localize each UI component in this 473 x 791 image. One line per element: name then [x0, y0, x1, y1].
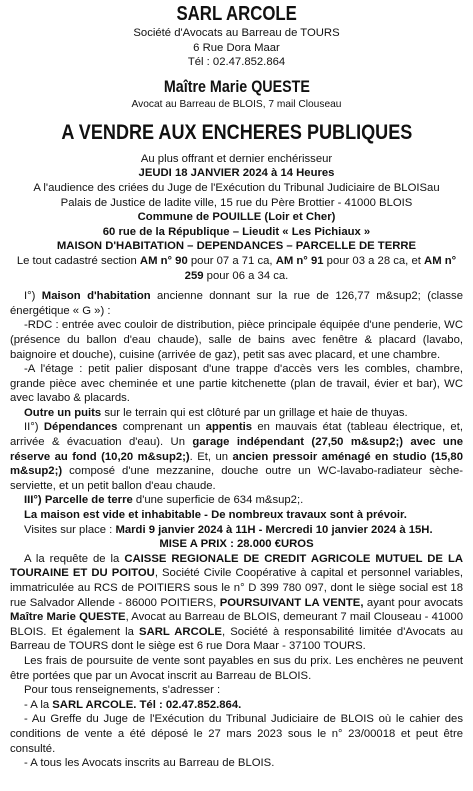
frais: Les frais de poursuite de vente sont payables en sus du prix. Les enchères ne peuvent être portées que par un Avocat inscrit au Barreau de BLOIS.	[10, 654, 463, 682]
firm-phone: Tél : 02.47.852.864	[187, 56, 286, 69]
property-nature: MAISON D'HABITATION – DEPENDANCES – PARCELLE DE TERRE	[56, 240, 417, 253]
audience-line1: Au plus offrant et dernier enchérisseur	[140, 152, 333, 165]
section-parcelle: III°) Parcelle de terre d'une superficie de 634 m&sup2;.	[24, 494, 304, 507]
firm-name: SARL ARCOLE	[176, 3, 297, 25]
section-dependances: II°) Dépendances comprenant un appentis en mauvais état (tableau électrique, et, arrivée & évacuation d'eau). Un garage indépendant (27,50 m&sup2;) avec une réserve au fond (10,20 m&sup2;). Et, un ancien pressoir aménagé en studio (15,80 m&sup2;) composé d'une mezzanine, douche outre un WC-lavabo-radiateur sèche-serviette, et un petit ballon d'eau chaude.	[10, 421, 463, 492]
firm-address: 6 Rue Dora Maar	[193, 41, 280, 54]
property-address: 60 rue de la République – Lieudit « Les Pichiaux »	[102, 225, 371, 238]
audience-date: JEUDI 18 JANVIER 2024 à 14 Heures	[138, 167, 335, 180]
section-etage: -A l'étage : petit palier disposant d'une trappe d'accès vers les combles, chambre, grande pièce avec cheminée et une partie kitchenette (plan de travail, évier et bar), WC avec lavabo & placards.	[10, 363, 463, 405]
etat-maison: La maison est vide et inhabitable - De nombreux travaux sont à prévoir.	[24, 509, 407, 522]
firm-line1: Société d'Avocats au Barreau de TOURS	[133, 27, 340, 39]
section-rdc: -RDC : entrée avec couloir de distribution, pièce principale équipée d'une penderie, WC (présence du ballon d'eau chaude), salle de bains avec fenêtre & placard (lavabo, baignoire et douche), cuisine (arrivée de gaz), petit sas avec placard, et une chambre.	[10, 319, 463, 361]
audience-line4: Palais de Justice de ladite ville, 15 rue du Père Brottier - 41000 BLOIS	[60, 196, 413, 209]
legal-notice	[10, 0, 463, 771]
visites: Visites sur place : Mardi 9 janvier 2024 à 11H - Mercredi 10 janvier 2024 à 15H.	[24, 523, 433, 536]
cadastre: Le tout cadastré section AM n° 90 pour 07 a 71 ca, AM n° 91 pour 03 a 28 ca, et AM n° 259 pour 06 a 34 ca.	[16, 254, 457, 282]
audience-line3: A l'audience des criées du Juge de l'Exécution du Tribunal Judiciaire de BLOISau	[33, 181, 440, 194]
commune: Commune de POUILLE (Loir et Cher)	[137, 211, 336, 224]
renseignements: Pour tous renseignements, s'adresser :	[24, 684, 221, 697]
requete: A la requête de la CAISSE REGIONALE DE CREDIT AGRICOLE MUTUEL DE LA TOURAINE ET DU POITOU, Société Civile Coopérative à capital et personnel variables, immatriculée au RCS de POITIERS sous le n° D 399 780 097, dont le siège social est 18 rue Salvador Allende - 86000 POITIERS, POURSUIVANT LA VENTE, ayant pour avocats Maître Marie QUESTE, Avocat au Barreau de BLOIS, demeurant 7 mail Clouseau - 41000 BLOIS. Et également la SARL ARCOLE, Société à responsabilité limitée d'Avocats au Barreau de TOURS dont le siège est 6 rue Dora Maar - 37100 TOURS.	[10, 552, 464, 653]
mise-a-prix: MISE A PRIX : 28.000 €UROS	[159, 538, 314, 551]
contact-avocats: - A tous les Avocats inscrits au Barreau de BLOIS.	[24, 757, 275, 770]
section-puits: Outre un puits sur le terrain qui est clôturé par un grillage et haie de thuyas.	[24, 406, 408, 419]
lawyer-line: Avocat au Barreau de BLOIS, 7 mail Clouseau	[131, 98, 342, 110]
page-title: A VENDRE AUX ENCHERES PUBLIQUES	[61, 119, 412, 144]
contact-greffe: - Au Greffe du Juge de l'Exécution du Tribunal Judiciaire de BLOIS où le cahier des conditions de vente a été déposé le 27 mars 2023 sous le n° 23/00018 et peut être consulté.	[10, 713, 463, 755]
contact-arcole: - A la SARL ARCOLE. Tél : 02.47.852.864.	[24, 698, 242, 711]
lawyer-name: Maître Marie QUESTE	[163, 76, 310, 96]
section-maison: I°) Maison d'habitation ancienne donnant sur la rue de 126,77 m&sup2; (classe énergétique « G ») :	[10, 290, 463, 317]
